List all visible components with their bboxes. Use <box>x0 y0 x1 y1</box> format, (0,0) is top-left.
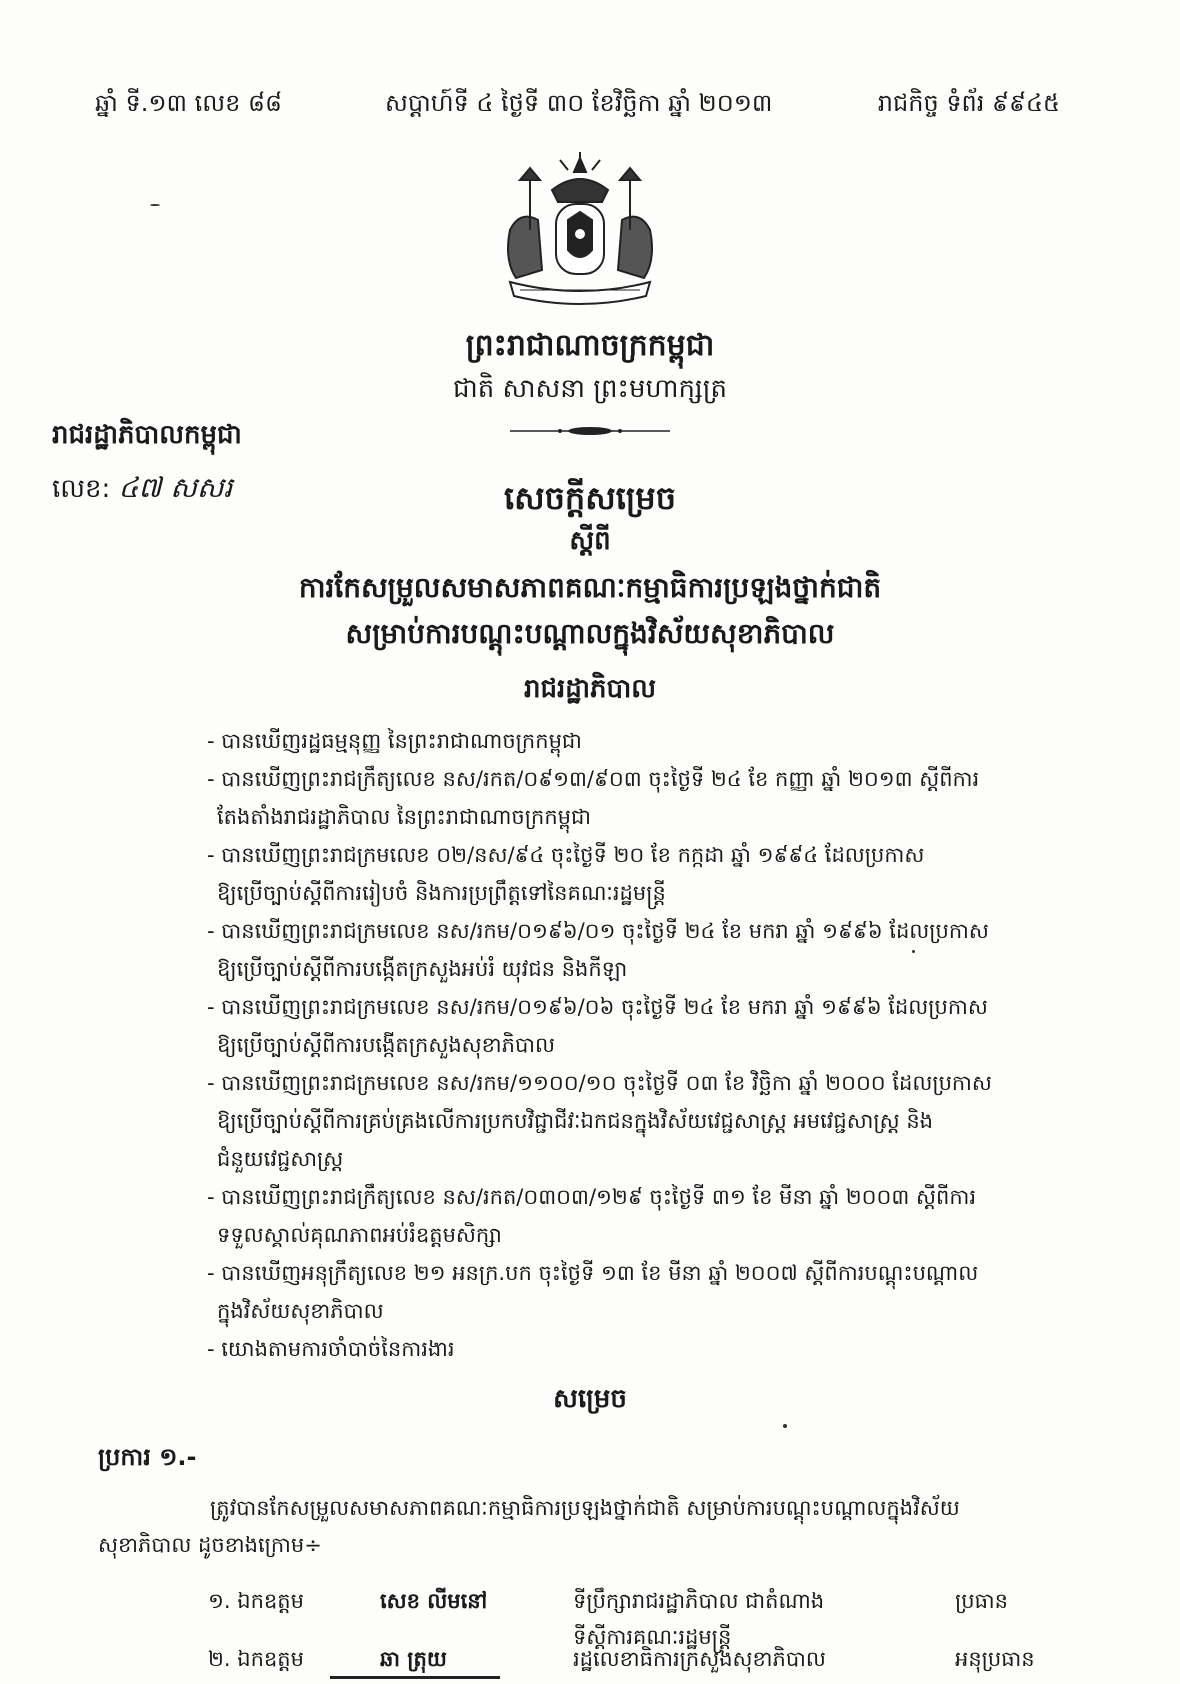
decision-heading: សម្រេច <box>553 1384 627 1414</box>
preamble-item: - បានឃើញព្រះរាជក្រឹត្យលេខ នស/រកត/០៩១៣/៩០៣ ចុះថ្ងៃទី ២៤ ខែ កញ្ញា ឆ្នាំ ២០១៣ ស្តីពីការ <box>207 767 980 791</box>
preamble-item: - បានឃើញព្រះរាជក្រមលេខ នស/រកម/០១៩៦/០៦ ចុះថ្ងៃទី ២៤ ខែ មករា ឆ្នាំ ១៩៩៦ ដែលប្រកាស <box>207 995 988 1019</box>
member-title: ១. ឯកឧត្តម <box>208 1589 304 1613</box>
preamble-item: - បានឃើញព្រះរាជក្រមលេខ ០២/នស/៩៤ ចុះថ្ងៃទី ២០ ខែ កក្កដា ឆ្នាំ ១៩៩៤ ដែលប្រកាស <box>207 843 925 867</box>
document-about: ស្តីពី <box>569 526 611 556</box>
preamble-item: - បានឃើញព្រះរាជក្រមលេខ នស/រកម/០១៩៦/០១ ចុះថ្ងៃទី ២៤ ខែ មករា ឆ្នាំ ១៩៩៦ ដែលប្រកាស <box>207 919 989 943</box>
issuer-name: រាជរដ្ឋាភិបាលកម្ពុជា <box>52 420 242 450</box>
preamble-item-continuation: ទទួលស្គាល់គុណភាពអប់រំឧត្តមសិក្សា <box>217 1223 502 1247</box>
member-role: អនុប្រធាន <box>955 1647 1035 1671</box>
preamble-item: - បានឃើញរដ្ឋធម្មនុញ្ញ នៃព្រះរាជាណាចក្រកម្ពុជា <box>207 729 582 753</box>
issuing-authority: រាជរដ្ឋាភិបាល <box>523 674 657 704</box>
national-motto: ជាតិ សាសនា ព្រះមហាក្សត្រ <box>453 374 727 404</box>
preamble-item-continuation: ឱ្យប្រើច្បាប់ស្តីពីការរៀបចំ និងការប្រព្រឹត្តទៅនៃគណៈរដ្ឋមន្ត្រី <box>217 881 666 905</box>
document-title: សេចក្តីសម្រេច <box>503 479 677 517</box>
royal-coat-of-arms-icon <box>490 150 670 320</box>
document-subject-line-2: សម្រាប់ការបណ្តុះបណ្តាលក្នុងវិស័យសុខាភិបាល <box>345 617 835 650</box>
preamble-item-continuation: ឱ្យប្រើច្បាប់ស្តីពីការគ្រប់គ្រងលើការប្រកបវិជ្ជាជីវៈឯកជនក្នុងវិស័យវេជ្ជសាស្ត្រ អមវេជ្ជសាស្ត្រ និង <box>217 1109 933 1133</box>
gazette-page-number: រាជកិច្ច ទំព័រ ៩៩៤៥ <box>877 89 1060 117</box>
kingdom-name: ព្រះរាជាណាចក្រកម្ពុជា <box>465 328 715 363</box>
article-text-continuation: សុខាភិបាល ដូចខាងក្រោម÷ <box>98 1533 322 1557</box>
member-name: ឆា ត្រុយ <box>380 1647 447 1671</box>
preamble-item-continuation: ឱ្យប្រើច្បាប់ស្តីពីការបង្កើតក្រសួងសុខាភិបាល <box>217 1033 555 1057</box>
member-name: សេខ លីមនៅ <box>380 1589 488 1613</box>
preamble-item-continuation: ឱ្យប្រើច្បាប់ស្តីពីការបង្កើតក្រសួងអប់រំ យុវជន និងកីឡា <box>217 957 628 981</box>
article-label: ប្រការ ១.- <box>98 1443 197 1471</box>
preamble-item: - បានឃើញអនុក្រឹត្យលេខ ២១ អនក្រ.បក ចុះថ្ងៃទី ១៣ ខែ មីនា ឆ្នាំ ២០០៧ ស្តីពីការបណ្តុះបណ្តាល <box>207 1261 979 1285</box>
preamble-item: - យោងតាមការចាំបាច់នៃការងារ <box>207 1337 455 1361</box>
gazette-date: សប្តាហ៍ទី ៤ ថ្ងៃទី ៣០ ខែវិច្ឆិកា ឆ្នាំ ២០១៣ <box>385 89 773 117</box>
preamble-list <box>207 722 1062 1368</box>
member-position: រដ្ឋលេខាធិការក្រសួងសុខាភិបាល <box>573 1647 826 1671</box>
preamble-item: - បានឃើញព្រះរាជក្រមលេខ នស/រកម/១១០០/១០ ចុះថ្ងៃទី ០៣ ខែ វិច្ឆិកា ឆ្នាំ ២០០០ ដែលប្រកាស <box>207 1071 992 1095</box>
preamble-item-continuation: ជំនួយវេជ្ជសាស្ត្រ <box>217 1147 344 1171</box>
article-text: ត្រូវបានកែសម្រួលសមាសភាពគណៈកម្មាធិការប្រឡងថ្នាក់ជាតិ សម្រាប់ការបណ្តុះបណ្តាលក្នុងវិស័យ <box>210 1496 960 1520</box>
member-position-continuation: ទីស្តីការគណៈរដ្ឋមន្ត្រី <box>573 1625 732 1649</box>
scan-speck <box>912 950 915 953</box>
gazette-header <box>95 88 1060 128</box>
preamble-item: - បានឃើញព្រះរាជក្រឹត្យលេខ នស/រកត/០៣០៣/១២៩ ចុះថ្ងៃទី ៣១ ខែ មីនា ឆ្នាំ ២០០៣ ស្តីពីការ <box>207 1185 977 1209</box>
preamble-item-continuation: តែងតាំងរាជរដ្ឋាភិបាល នៃព្រះរាជាណាចក្រកម្ពុជា <box>217 805 591 829</box>
bottom-rule <box>330 1676 500 1679</box>
gazette-issue: ឆ្នាំ ទី.១៣ លេខ ៨៨ <box>95 89 282 117</box>
document-number-label: លេខ: <box>52 474 111 504</box>
document-number-value: ៤៧ សសរ <box>118 471 233 504</box>
scan-speck <box>150 204 160 206</box>
preamble-item-continuation: ក្នុងវិស័យសុខាភិបាល <box>217 1299 384 1323</box>
document-subject-line-1: ការកែសម្រួលសមាសភាពគណៈកម្មាធិការប្រឡងថ្នាក់ជាតិ <box>298 571 882 604</box>
scan-speck <box>783 1424 787 1428</box>
member-title: ២. ឯកឧត្តម <box>208 1647 304 1671</box>
member-position: ទីប្រឹក្សារាជរដ្ឋាភិបាល ជាតំណាង <box>573 1589 825 1613</box>
ornament-divider <box>510 424 670 438</box>
member-role: ប្រធាន <box>955 1589 1008 1613</box>
